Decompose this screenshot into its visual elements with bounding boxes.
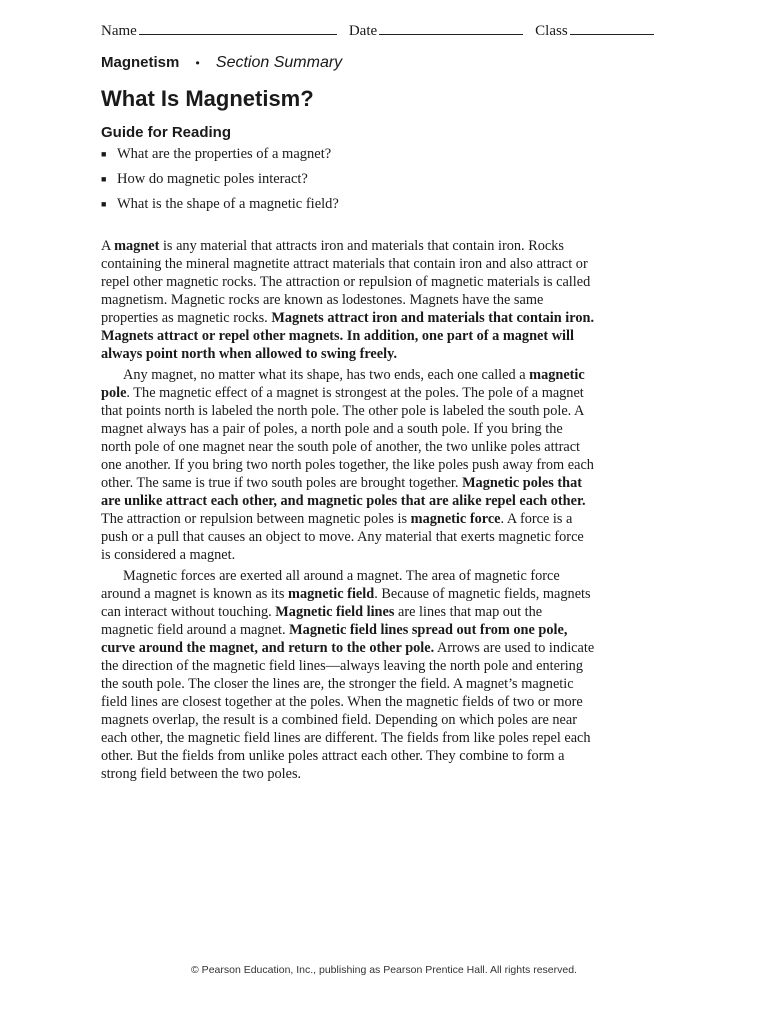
text-run: . Because of magnetic fields, magnets can interact without touching.	[101, 586, 591, 620]
list-item	[101, 170, 339, 195]
text-run: are lines that map out the magnetic field around a magnet.	[101, 604, 543, 638]
key-term-magnet: magnet	[114, 238, 160, 254]
paragraph-magnetic-poles	[101, 366, 595, 564]
square-bullet-icon: ■	[101, 199, 107, 209]
page-title: What Is Magnetism?	[101, 86, 314, 111]
section-type: Section Summary	[215, 54, 343, 71]
square-bullet-icon: ■	[101, 149, 107, 159]
class-blank	[570, 22, 654, 35]
key-concept: Magnets attract iron and materials that contain iron. Magnets attract or repel other magnets. In addition, one part of a magnet will always point north when allowed to swing freely.	[101, 310, 595, 362]
text-run: Arrows are used to indicate the direction of the magnetic field lines—always leaving the north pole and entering the south pole. The closer the lines are, the stronger the field. A magnet’s magnetic field lines are closest together at the poles. When the magnetic fields of two or more magnets overlap, the result is a combined field. Depending on which poles are near each other, the magnetic field lines are different. The fields from like poles repel each other. But the fields from unlike poles attract each other. They combine to form a strong field between the two poles.	[101, 640, 595, 782]
text-run: . A force is a push or a pull that causes an object to move. Any material that exerts magnetic force is considered a magnet.	[101, 511, 584, 563]
paragraph-magnetic-field	[101, 567, 595, 783]
subject-line	[101, 54, 342, 72]
date-blank	[379, 22, 523, 35]
square-bullet-icon: ■	[101, 174, 107, 184]
list-item	[101, 195, 339, 220]
key-concept: Magnetic poles that are unlike attract each other, and magnetic poles that are alike repel each other.	[101, 475, 586, 509]
guide-heading: Guide for Reading	[101, 124, 232, 141]
key-concept: Magnetic field lines spread out from one pole, curve around the magnet, and return to the other pole.	[101, 622, 568, 656]
question-text: How do magnetic poles interact?	[117, 171, 308, 187]
class-label: Class	[535, 23, 568, 39]
student-info-line	[101, 22, 667, 40]
question-text: What are the properties of a magnet?	[117, 146, 332, 162]
question-text: What is the shape of a magnetic field?	[117, 196, 339, 212]
text-run: Magnetic forces are exerted all around a magnet. The area of magnetic force around a magnet is known as its	[101, 568, 560, 602]
key-term-magnetic-field: magnetic field	[288, 586, 375, 602]
text-run: . The magnetic effect of a magnet is strongest at the poles. The pole of a magnet that points north is labeled the north pole. The other pole is labeled the south pole. A magnet always has a pair of poles, a north pole and a south pole. If you bring the north pole of one magnet near the south pole of another, the two unlike poles attract one another. If you bring two north poles together, the like poles push away from each other. The same is true if two south poles are brought together.	[101, 385, 594, 491]
subject-name: Magnetism	[101, 54, 180, 71]
key-term-magnetic-field-lines: Magnetic field lines	[275, 604, 395, 620]
summary-body	[101, 237, 595, 783]
key-term-magnetic-force: magnetic force	[410, 511, 501, 527]
date-label: Date	[348, 23, 378, 39]
text-run: Any magnet, no matter what its shape, has two ends, each one called a	[123, 367, 530, 383]
name-label: Name	[101, 23, 137, 39]
text-run: The attraction or repulsion between magnetic poles is	[101, 511, 411, 527]
name-blank	[139, 22, 337, 35]
guide-questions	[101, 145, 339, 220]
separator-dot: •	[195, 56, 200, 70]
copyright-footer: © Pearson Education, Inc., publishing as Pearson Prentice Hall. All rights reserved.	[191, 964, 577, 976]
list-item	[101, 145, 339, 170]
text-run: A	[101, 238, 115, 254]
text-run: is any material that attracts iron and materials that contain iron. Rocks containing the mineral magnetite attract materials that contain iron and also attract or repel other magnetic rocks. The attraction or repulsion of magnetic materials is called magnetism. Magnetic rocks are known as lodestones. Magnets have the same properties as magnetic rocks.	[101, 238, 591, 326]
key-term-magnetic-pole: magnetic pole	[101, 367, 585, 401]
paragraph-magnet-properties	[101, 237, 595, 363]
